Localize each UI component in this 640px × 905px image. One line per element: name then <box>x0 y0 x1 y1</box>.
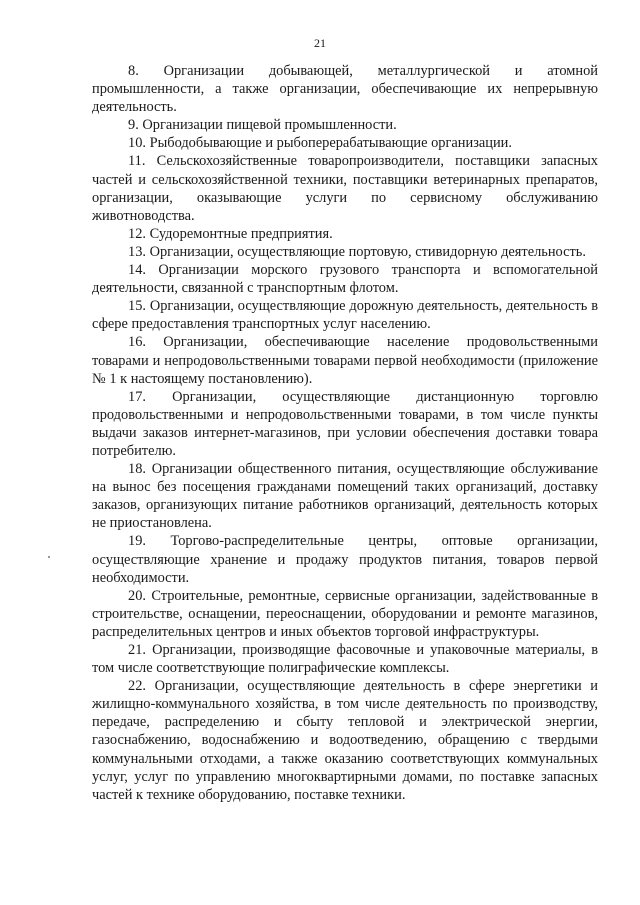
scan-speck <box>48 556 50 558</box>
list-item: 19. Торгово-распределительные центры, оптовые организации, осуществляющие хранение и продажу продуктов питания, товаров первой необходимости. <box>92 533 598 586</box>
list-item: 20. Строительные, ремонтные, сервисные организации, задействованные в строительстве, оснащении, переоснащении, оборудовании и ремонте магазинов, распределительных центров и иных объектов торговой инфраструктуры. <box>92 587 598 640</box>
list-item: 21. Организации, производящие фасовочные и упаковочные материалы, в том числе соответствующие полиграфические комплексы. <box>92 642 598 677</box>
list-item: 12. Судоремонтные предприятия. <box>128 225 333 242</box>
list-item: 17. Организации, осуществляющие дистанционную торговлю продовольственными и непродовольственными товарами, в том числе пункты выдачи заказов интернет-магазинов, при условии обеспечения доставки товара потребителю. <box>92 388 598 459</box>
list-item: 8. Организации добывающей, металлургической и атомной промышленности, а также организации, обеспечивающие их непрерывную деятельность. <box>92 63 598 116</box>
list-item: 14. Организации морского грузового транспорта и вспомогательной деятельности, связанной с транспортным флотом. <box>92 262 598 297</box>
list-item: 15. Организации, осуществляющие дорожную деятельность, деятельность в сфере предоставления транспортных услуг населению. <box>92 298 598 333</box>
list-item: 18. Организации общественного питания, осуществляющие обслуживание на вынос без посещения гражданами помещений таких организаций, доставку заказов, организующих питание работников организаций, деятельность которых не приостановлена. <box>92 461 598 532</box>
list-item: 13. Организации, осуществляющие портовую, стивидорную деятельность. <box>128 243 586 260</box>
page-number: 21 <box>314 36 326 50</box>
list-item: 11. Сельскохозяйственные товаропроизводители, поставщики запасных частей и сельскохозяйственной техники, поставщики ветеринарных препаратов, организации, оказывающие услуги по сервисному обслуживанию животноводства. <box>92 153 598 224</box>
list-item: 9. Организации пищевой промышленности. <box>128 117 397 134</box>
list-item: 10. Рыбодобывающие и рыбоперерабатывающие организации. <box>128 135 512 152</box>
list-item: 22. Организации, осуществляющие деятельность в сфере энергетики и жилищно-коммунального хозяйства, в том числе деятельность по производству, передаче, распределению и сбыту тепловой и электрической энергии, газоснабжению, водоснабжению и водоотведению, обращению с твердыми коммунальными отходами, а также оказанию соответствующих коммунальных услуг, услуг по управлению многоквартирными домами, по поставке запасных частей к технике оборудованию, поставке техники. <box>92 678 598 803</box>
list-item: 16. Организации, обеспечивающие население продовольственными товарами и непродовольственными товарами первой необходимости (приложение № 1 к настоящему постановлению). <box>92 334 598 387</box>
document-body <box>92 62 598 804</box>
